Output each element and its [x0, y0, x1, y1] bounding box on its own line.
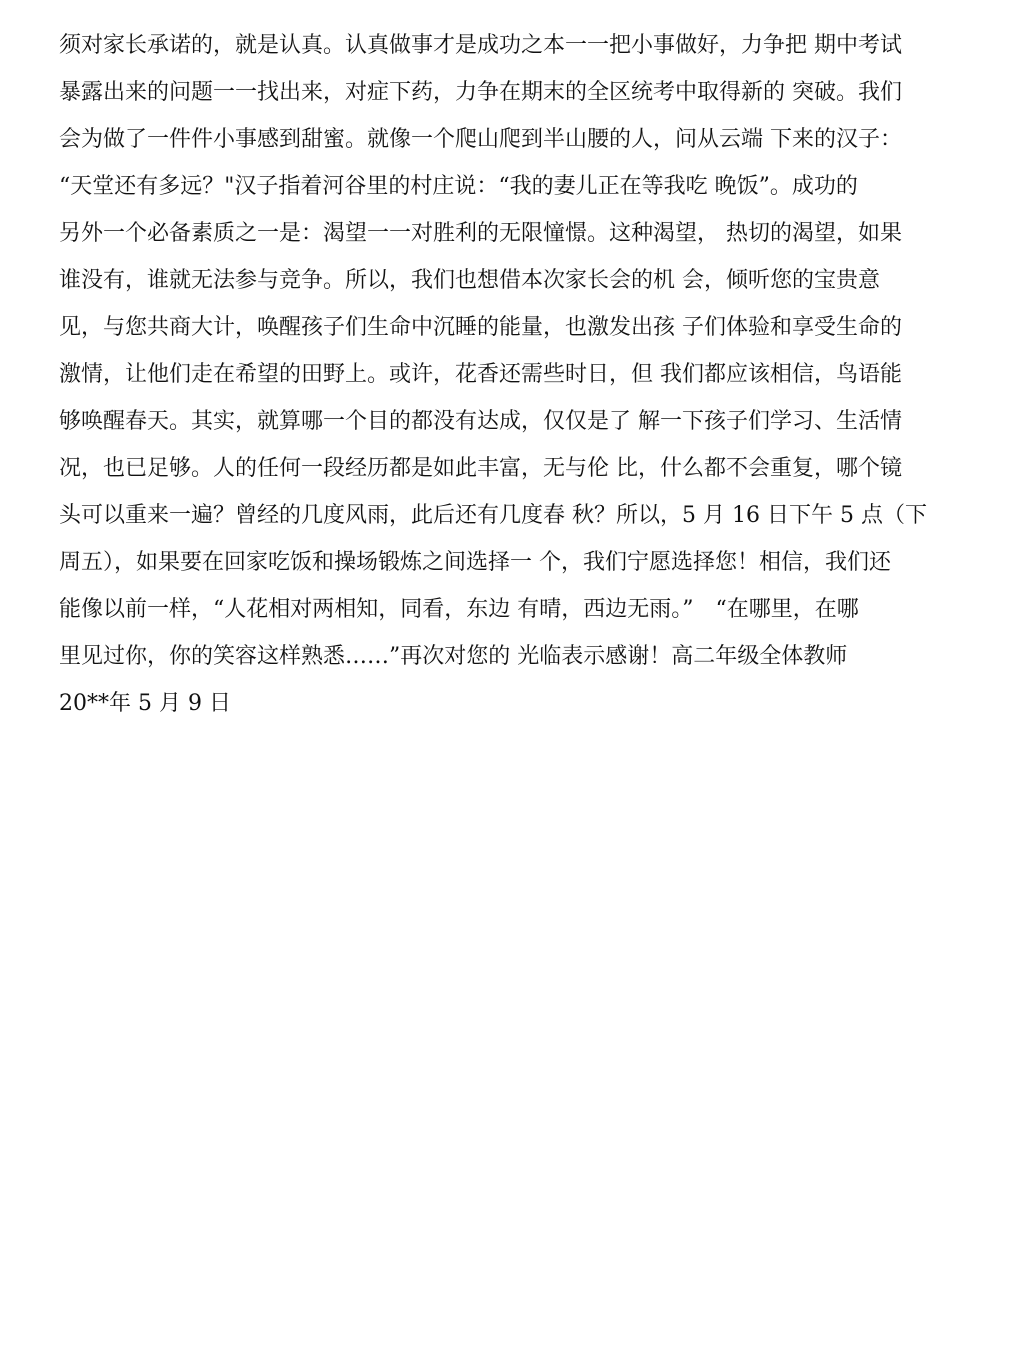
text-line: 暴露出来的问题一一找出来，对症下药，力争在期末的全区统考中取得新的 突破。我们 — [59, 80, 902, 105]
text-line: 头可以重来一遍？曾经的几度风雨，此后还有几度春 秋？所以，5 月 16 日下午 5 点（下 — [59, 503, 927, 528]
text-line: 能像以前一样，“人花相对两相知，同看，东边 有晴，西边无雨。” “在哪里，在哪 — [59, 597, 859, 622]
text-line: 周五），如果要在回家吃饭和操场锻炼之间选择一 个，我们宁愿选择您！相信，我们还 — [59, 550, 891, 575]
text-line: 够唤醒春天。其实，就算哪一个目的都没有达成，仅仅是了 解一下孩子们学习、生活情 — [59, 409, 902, 434]
text-line: 会为做了一件件小事感到甜蜜。就像一个爬山爬到半山腰的人，问从云端 下来的汉子： — [59, 127, 902, 152]
text-line: 里见过你，你的笑容这样熟悉……”再次对您的 光临表示感谢！高二年级全体教师 — [59, 644, 848, 669]
text-line: 见，与您共商大计，唤醒孩子们生命中沉睡的能量，也激发出孩 子们体验和享受生命的 — [59, 315, 902, 340]
text-line: “天堂还有多远？"汉子指着河谷里的村庄说：“我的妻儿正在等我吃 晚饭”。成功的 — [59, 174, 858, 199]
text-line: 况，也已足够。人的任何一段经历都是如此丰富，无与伦 比，什么都不会重复，哪个镜 — [59, 456, 902, 481]
text-line: 激情，让他们走在希望的田野上。或许，花香还需些时日，但 我们都应该相信，鸟语能 — [59, 362, 902, 387]
text-line: 谁没有，谁就无法参与竞争。所以，我们也想借本次家长会的机 会，倾听您的宝贵意 — [59, 268, 880, 293]
text-line: 另外一个必备素质之一是：渴望一一对胜利的无限憧憬。这种渴望， 热切的渴望，如果 — [59, 221, 902, 246]
text-line: 须对家长承诺的，就是认真。认真做事才是成功之本一一把小事做好，力争把 期中考试 — [59, 33, 902, 58]
date-line: 20**年 5 月 9 日 — [59, 691, 231, 716]
